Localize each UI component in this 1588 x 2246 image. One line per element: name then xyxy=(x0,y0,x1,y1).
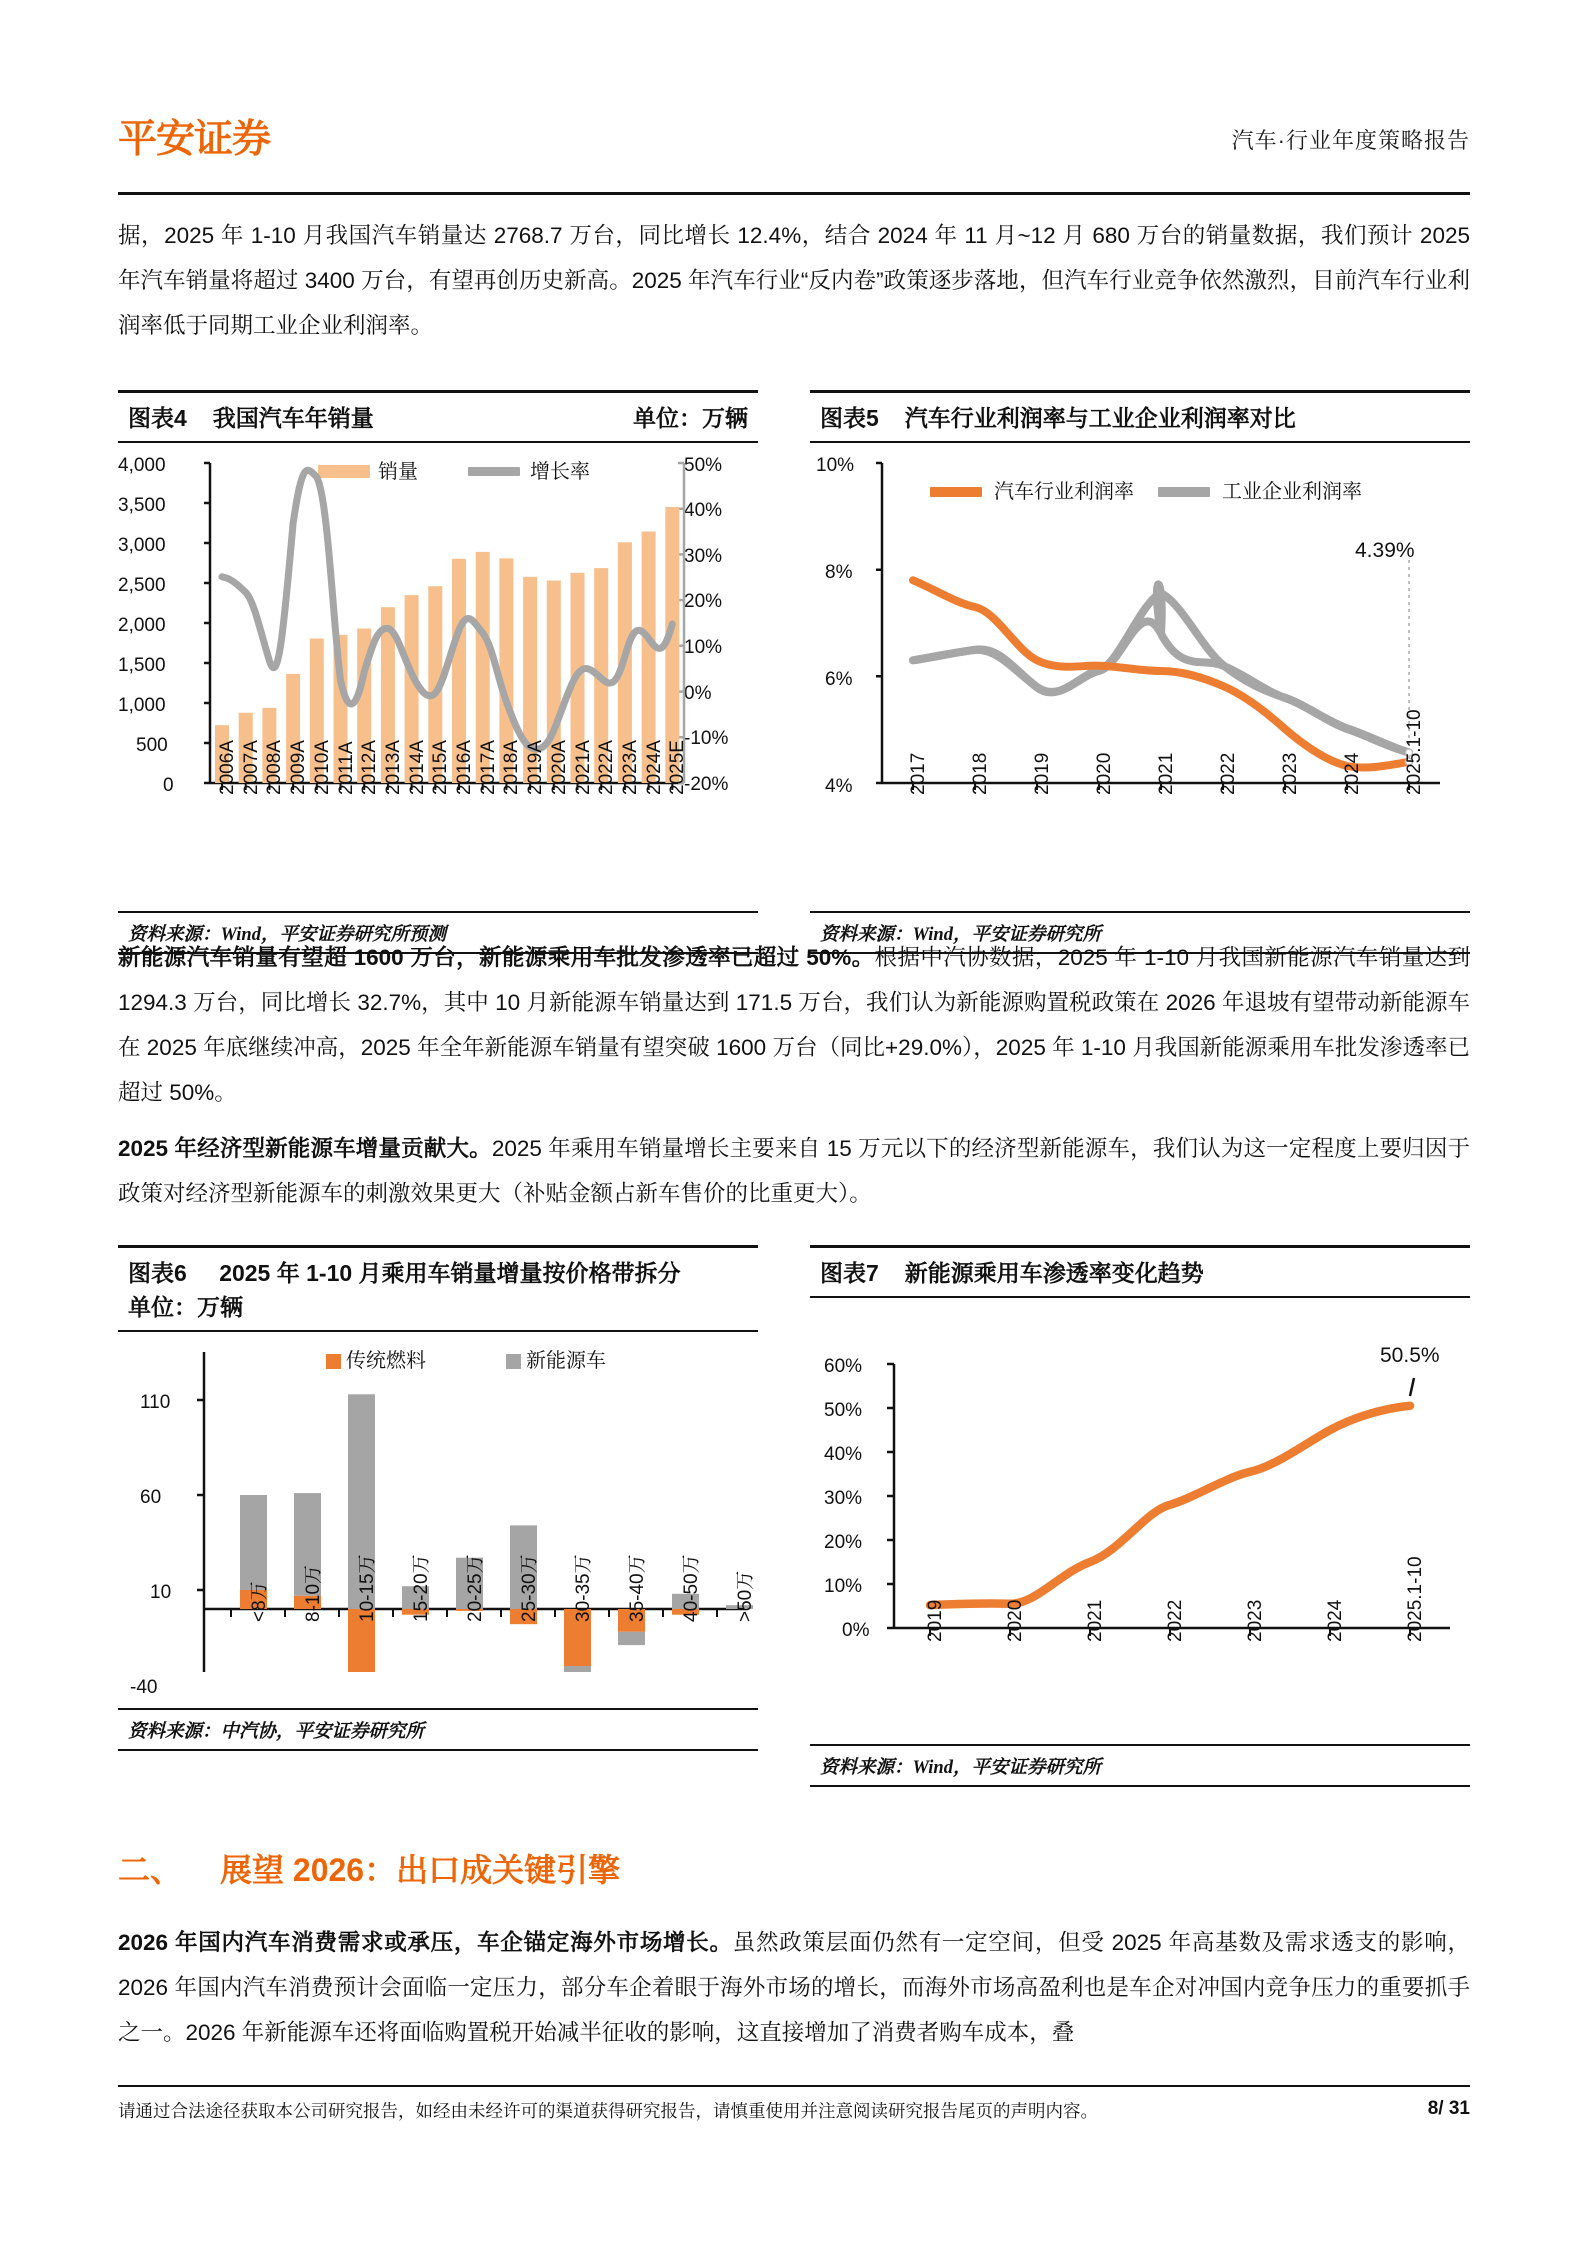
figure-5-panel xyxy=(810,390,1470,954)
c6-xlabel-0: <8万 xyxy=(249,1581,270,1622)
c7-xlabel-2: 2021 xyxy=(1085,1599,1106,1642)
c5-ytick-8: 8% xyxy=(825,562,853,583)
c5-xlabel-0: 2017 xyxy=(908,752,929,795)
figure-6-panel xyxy=(118,1245,758,1751)
c7-annotation-50-5: 50.5% xyxy=(1380,1344,1440,1367)
c4-ytick-2500: 2,500 xyxy=(118,575,166,596)
section-heading-2 xyxy=(118,1845,620,1891)
c5-ytick-4: 4% xyxy=(825,776,853,797)
c6-legend-label-ice: 传统燃料 xyxy=(346,1350,426,1372)
c5-xlabel-8: 2025.1-10 xyxy=(1404,709,1425,795)
figure-5-plot xyxy=(810,443,1470,813)
c6-xlabel-2: 10-15万 xyxy=(357,1554,378,1622)
c4-xlabel-19: 2025E xyxy=(667,740,689,795)
figure-5-xlabel-space xyxy=(810,813,1470,911)
c6-xlabel-1: 8-10万 xyxy=(303,1564,324,1622)
c4-xlabel-2: 2008A xyxy=(264,740,286,795)
c4-legend-label-growth: 增长率 xyxy=(530,461,590,483)
c5-xlabel-2: 2019 xyxy=(1032,752,1053,795)
c4-ytick-500: 500 xyxy=(136,735,168,756)
c6-xlabel-4: 20-25万 xyxy=(465,1554,486,1622)
c6-xlabel-3: 15-20万 xyxy=(411,1554,432,1622)
c7-xlabel-4: 2023 xyxy=(1245,1599,1266,1642)
header-divider xyxy=(118,192,1470,195)
figure-7-title-text: 新能源乘用车渗透率变化趋势 xyxy=(904,1260,1204,1286)
c4-y2tick-10: 10% xyxy=(684,637,723,658)
c4-ytick-1500: 1,500 xyxy=(118,655,166,676)
c4-y2tick-20: 20% xyxy=(684,591,723,612)
c6-xlabel-5: 25-30万 xyxy=(519,1554,540,1622)
c5-xlabel-6: 2023 xyxy=(1280,752,1301,795)
section-heading-2-text: 展望 2026：出口成关键引擎 xyxy=(220,1852,621,1888)
c4-xlabel-13: 2019A xyxy=(525,740,547,795)
c6-ytick-110: 110 xyxy=(140,1392,171,1413)
c6-svg xyxy=(118,1332,758,1672)
figure-4-title xyxy=(118,393,758,441)
figure-6-title-text: 2025 年 1-10 月乘用车销量增量按价格带拆分 xyxy=(219,1260,681,1286)
company-logo: 平安证券 xyxy=(118,117,271,162)
c7-ytick-30: 30% xyxy=(824,1488,863,1509)
c5-ytick-10: 10% xyxy=(816,455,855,476)
c4-xlabel-7: 2013A xyxy=(382,740,404,795)
c6-xlabel-7: 35-40万 xyxy=(627,1554,648,1622)
c4-xlabel-6: 2012A xyxy=(359,740,381,795)
c4-ytick-0: 0 xyxy=(163,775,174,796)
c4-xlabel-8: 2014A xyxy=(406,740,428,795)
paragraph-2026-outlook-body: 虽然政策层面仍然有一定空间，但受 2025 年高基数及需求透支的影响，2026 年国内汽车消费预计会面临一定压力，部分车企着眼于海外市场的增长，而海外市场高盈利也是车企对冲国内竞争压力的重要抓手之一。2026 年新能源车还将面临购置税开始减半征收的影响，这直接增加了消费者购车成本，叠 xyxy=(118,1930,1470,2045)
section-heading-2-number: 二、 xyxy=(118,1852,183,1888)
c4-xlabel-12: 2018A xyxy=(501,740,523,795)
c5-legend-label-auto: 汽车行业利润率 xyxy=(994,481,1134,503)
figure-7-source: 资料来源：Wind，平安证券研究所 xyxy=(810,1744,1470,1787)
figure-4-plot xyxy=(118,443,758,813)
c4-ytick-3500: 3,500 xyxy=(118,495,166,516)
footer-disclaimer: 请通过合法途径获取本公司研究报告，如经由未经许可的渠道获得研究报告，请慎重使用并注意阅读研究报告尾页的声明内容。 xyxy=(118,2101,1098,2121)
paragraph-nev-sales-lead: 新能源汽车销量有望超 1600 万台，新能源乘用车批发渗透率已超过 50%。 xyxy=(118,945,875,970)
figure-4-number: 图表4 xyxy=(128,405,187,431)
figure-6-number: 图表6 xyxy=(128,1260,187,1286)
figure-7-xlabel-space xyxy=(810,1678,1470,1744)
c6-ytick-10: 10 xyxy=(150,1582,172,1603)
paragraph-economy-nev-body: 2025 年乘用车销量增长主要来自 15 万元以下的经济型新能源车，我们认为这一定程度上要归因于政策对经济型新能源车的刺激效果更大（补贴金额占新车售价的比重更大）。 xyxy=(118,1136,1470,1206)
c7-xlabel-6: 2025.1-10 xyxy=(1405,1556,1426,1642)
page-header xyxy=(118,108,1470,180)
figure-6-unit: 单位：万辆 xyxy=(128,1294,243,1320)
c6-xlabel-9: >50万 xyxy=(735,1570,756,1622)
c5-xlabel-5: 2022 xyxy=(1218,752,1239,795)
c6-ytick-60: 60 xyxy=(140,1487,162,1508)
c4-y2tick-50: 50% xyxy=(684,455,723,476)
c7-xlabel-0: 2019 xyxy=(925,1599,946,1642)
c4-xlabel-3: 2009A xyxy=(288,740,310,795)
c6-legend-label-nev: 新能源车 xyxy=(526,1350,606,1372)
c4-ytick-1000: 1,000 xyxy=(118,695,166,716)
c5-xlabel-4: 2021 xyxy=(1156,752,1177,795)
c6-xlabel-6: 30-35万 xyxy=(573,1554,594,1622)
figure-7-panel xyxy=(810,1245,1470,1787)
figure-7-plot xyxy=(810,1298,1470,1678)
c4-y2tick-30: 30% xyxy=(684,546,723,567)
figure-5-number: 图表5 xyxy=(820,405,879,431)
c4-xlabel-4: 2010A xyxy=(311,740,333,795)
paragraph-2026-outlook-lead: 2026 年国内汽车消费需求或承压，车企锚定海外市场增长。 xyxy=(118,1930,733,1955)
c4-xlabel-0: 2006A xyxy=(217,740,238,795)
c7-ytick-0: 0% xyxy=(842,1620,870,1641)
figure-4-panel xyxy=(118,390,758,954)
paragraph-economy-nev xyxy=(118,1126,1470,1216)
header-report-type: 汽车·行业年度策略报告 xyxy=(1231,128,1470,153)
c7-ytick-60: 60% xyxy=(824,1356,863,1377)
c4-y2tick-40: 40% xyxy=(684,500,723,521)
footer-divider xyxy=(118,2085,1470,2087)
c4-xlabel-9: 2015A xyxy=(430,740,452,795)
c4-xlabel-5: 2011A xyxy=(335,741,357,795)
c4-xlabel-16: 2022A xyxy=(596,740,618,795)
paragraph-intro: 据，2025 年 1-10 月我国汽车销量达 2768.7 万台，同比增长 12.4%，结合 2024 年 11 月~12 月 680 万台的销量数据，我们预计 2025 年汽车销量将超过 3400 万台，有望再创历史新高。2025 年汽车行业“反内卷”政策逐步落地，但汽车行业竞争依然激烈，目前汽车行业利润率低于同期工业企业利润率。 xyxy=(118,223,1470,338)
c4-xlabel-14: 2020A xyxy=(548,740,570,795)
c7-ytick-40: 40% xyxy=(824,1444,863,1465)
c4-y2tick-0: 0% xyxy=(684,683,712,704)
c5-legend-label-industry: 工业企业利润率 xyxy=(1222,481,1362,503)
c4-ytick-3000: 3,000 xyxy=(118,535,166,556)
figure-7-title xyxy=(810,1248,1470,1296)
c7-ytick-10: 10% xyxy=(824,1576,863,1597)
c5-annotation-4-39: 4.39% xyxy=(1355,539,1415,562)
figure-6-plot xyxy=(118,1332,758,1698)
figure-5-title xyxy=(810,393,1470,441)
c7-ytick-50: 50% xyxy=(824,1400,863,1421)
figure-4-xlabel-space xyxy=(118,813,758,911)
paragraph-economy-nev-lead: 2025 年经济型新能源车增量贡献大。 xyxy=(118,1136,492,1161)
figure-4-title-text: 我国汽车年销量 xyxy=(212,405,374,431)
c4-ytick-2000: 2,000 xyxy=(118,615,166,636)
c4-xlabel-1: 2007A xyxy=(240,740,262,795)
figure-4-unit: 单位：万辆 xyxy=(633,405,748,431)
paragraph-nev-sales xyxy=(118,935,1470,1115)
figure-7-number: 图表7 xyxy=(820,1260,879,1286)
c4-ytick-4000: 4,000 xyxy=(118,455,166,476)
c5-xlabel-1: 2018 xyxy=(970,752,991,795)
c4-y2tick-n10: -10% xyxy=(684,728,729,749)
c7-xlabel-5: 2024 xyxy=(1325,1599,1346,1642)
c4-xlabel-10: 2016A xyxy=(454,740,475,795)
c4-xlabel-18: 2024A xyxy=(643,740,665,795)
c5-xlabel-3: 2020 xyxy=(1094,752,1115,795)
paragraph-2026-outlook xyxy=(118,1920,1470,2055)
figure-4-source: 资料来源：Wind，平安证券研究所预测 xyxy=(118,911,758,954)
figure-5-source: 资料来源：Wind，平安证券研究所 xyxy=(810,911,1470,954)
paragraph-nev-sales-body: 根据中汽协数据，2025 年 1-10 月我国新能源汽车销量达到 1294.3 万台，同比增长 32.7%，其中 10 月新能源车销量达到 171.5 万台，我们认为新能源购置税政策在 2026 年退坡有望带动新能源车在 2025 年底继续冲高，2025 年全年新能源车销量有望突破 1600 万台（同比+29.0%），2025 年 1-10 月我国新能源乘用车批发渗透率已超过 50%。 xyxy=(118,945,1471,1105)
c7-xlabel-3: 2022 xyxy=(1165,1599,1186,1642)
c7-svg xyxy=(810,1298,1470,1678)
c4-legend-label-sales: 销量 xyxy=(378,461,418,483)
c4-y2tick-n20: -20% xyxy=(684,774,729,795)
c4-xlabel-11: 2017A xyxy=(477,740,499,795)
c5-xlabel-7: 2024 xyxy=(1342,752,1363,795)
figure-6-xlabel-space xyxy=(118,1672,758,1708)
c7-ytick-20: 20% xyxy=(824,1532,863,1553)
c4-xlabel-15: 2021A xyxy=(572,740,594,795)
c7-xlabel-1: 2020 xyxy=(1005,1599,1026,1642)
page-footer xyxy=(118,2098,1470,2123)
figure-5-title-text: 汽车行业利润率与工业企业利润率对比 xyxy=(904,405,1296,431)
c6-ytick-n40: -40 xyxy=(130,1677,158,1698)
c6-xlabel-8: 40-50万 xyxy=(681,1554,702,1622)
c4-xlabel-17: 2023A xyxy=(619,740,641,795)
page-number: 8/ 31 xyxy=(1427,2098,1470,2119)
figure-6-title xyxy=(118,1248,758,1330)
c5-ytick-6: 6% xyxy=(825,669,853,690)
figure-6-source: 资料来源：中汽协，平安证券研究所 xyxy=(118,1708,758,1751)
